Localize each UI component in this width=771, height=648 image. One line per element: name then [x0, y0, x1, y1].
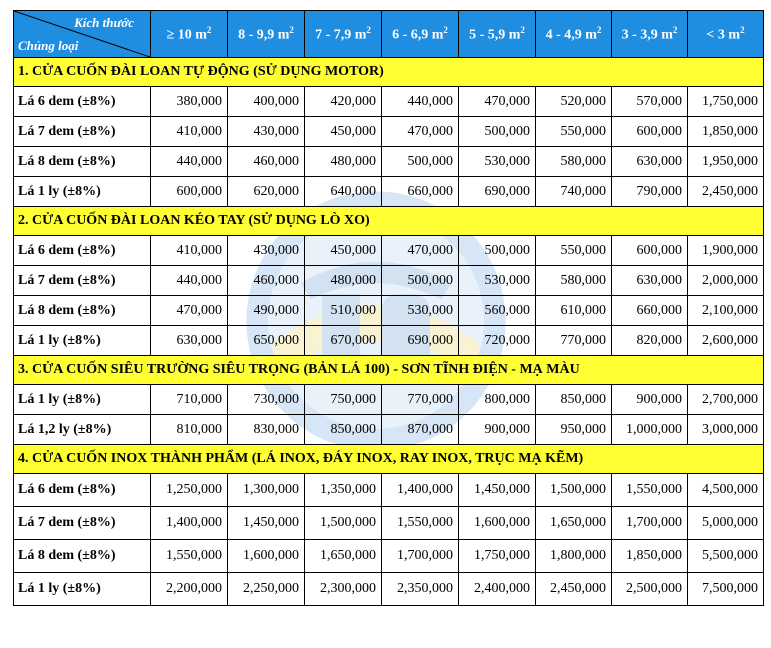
header-column-text: 5 - 5,9 m [469, 27, 521, 43]
price-cell: 1,750,000 [688, 87, 764, 117]
price-cell: 770,000 [382, 385, 459, 415]
price-cell: 380,000 [151, 87, 228, 117]
price-cell: 500,000 [382, 266, 459, 296]
row-label: Lá 7 dem (±8%) [14, 117, 151, 147]
section-title: 1. CỬA CUỐN ĐÀI LOAN TỰ ĐỘNG (SỬ DỤNG MOTOR) [14, 58, 764, 87]
price-cell: 1,900,000 [688, 236, 764, 266]
header-column-text: ≥ 10 m [166, 27, 207, 43]
table-row [14, 415, 764, 445]
header-column-unit-exponent: 2 [596, 24, 602, 35]
price-cell: 2,300,000 [305, 573, 382, 606]
table-row [14, 507, 764, 540]
price-cell: 470,000 [382, 236, 459, 266]
price-cell: 1,600,000 [228, 540, 305, 573]
price-cell: 690,000 [459, 177, 536, 207]
price-cell: 830,000 [228, 415, 305, 445]
header-column-unit-exponent: 2 [520, 24, 525, 35]
price-cell: 710,000 [151, 385, 228, 415]
section-title: 4. CỬA CUỐN INOX THÀNH PHẨM (LÁ INOX, ĐÁY INOX, RAY INOX, TRỤC MẠ KẼM) [14, 445, 764, 474]
price-cell: 480,000 [305, 266, 382, 296]
price-cell: 610,000 [536, 296, 612, 326]
table-row [14, 573, 764, 606]
price-cell: 2,700,000 [688, 385, 764, 415]
header-column-unit-exponent: 2 [443, 24, 448, 35]
price-cell: 1,850,000 [688, 117, 764, 147]
price-cell: 630,000 [612, 147, 688, 177]
price-cell: 1,550,000 [382, 507, 459, 540]
price-cell: 1,950,000 [688, 147, 764, 177]
header-column-text: 8 - 9,9 m [238, 27, 290, 43]
price-cell: 580,000 [536, 266, 612, 296]
price-cell: 900,000 [459, 415, 536, 445]
price-cell: 1,350,000 [305, 474, 382, 507]
header-column-text: 7 - 7,9 m [315, 27, 367, 43]
price-cell: 450,000 [305, 236, 382, 266]
price-cell: 600,000 [612, 236, 688, 266]
header-column-7 [612, 11, 688, 58]
price-cell: 630,000 [151, 326, 228, 356]
price-cell: 550,000 [536, 117, 612, 147]
price-cell: 1,250,000 [151, 474, 228, 507]
header-column-1 [151, 11, 228, 58]
price-cell: 1,700,000 [382, 540, 459, 573]
price-cell: 1,850,000 [612, 540, 688, 573]
price-cell: 1,800,000 [536, 540, 612, 573]
price-cell: 410,000 [151, 236, 228, 266]
price-cell: 690,000 [382, 326, 459, 356]
price-cell: 1,300,000 [228, 474, 305, 507]
price-cell: 530,000 [382, 296, 459, 326]
price-cell: 850,000 [536, 385, 612, 415]
row-label: Lá 7 dem (±8%) [14, 507, 151, 540]
header-column-text: < 3 m [706, 27, 741, 43]
price-cell: 1,600,000 [459, 507, 536, 540]
table-row [14, 266, 764, 296]
price-cell: 450,000 [305, 117, 382, 147]
price-cell: 580,000 [536, 147, 612, 177]
header-row [14, 11, 764, 58]
price-cell: 1,750,000 [459, 540, 536, 573]
price-cell: 2,400,000 [459, 573, 536, 606]
price-cell: 480,000 [305, 147, 382, 177]
price-table-container [13, 10, 763, 606]
price-cell: 670,000 [305, 326, 382, 356]
price-cell: 7,500,000 [688, 573, 764, 606]
row-label: Lá 1 ly (±8%) [14, 177, 151, 207]
row-label: Lá 1,2 ly (±8%) [14, 415, 151, 445]
header-column-unit-exponent: 2 [366, 24, 371, 35]
price-cell: 2,350,000 [382, 573, 459, 606]
row-label: Lá 6 dem (±8%) [14, 87, 151, 117]
price-cell: 740,000 [536, 177, 612, 207]
price-cell: 2,500,000 [612, 573, 688, 606]
header-column-2 [228, 11, 305, 58]
header-column-4 [382, 11, 459, 58]
price-cell: 430,000 [228, 117, 305, 147]
section-header-row [14, 207, 764, 236]
header-column-text: 4 - 4,9 m [545, 27, 597, 43]
header-column-8 [688, 11, 764, 58]
row-label: Lá 6 dem (±8%) [14, 474, 151, 507]
price-cell: 470,000 [459, 87, 536, 117]
price-cell: 1,450,000 [459, 474, 536, 507]
price-cell: 490,000 [228, 296, 305, 326]
price-table [13, 10, 764, 606]
price-cell: 2,600,000 [688, 326, 764, 356]
price-cell: 2,250,000 [228, 573, 305, 606]
price-cell: 660,000 [612, 296, 688, 326]
price-cell: 1,650,000 [305, 540, 382, 573]
price-cell: 640,000 [305, 177, 382, 207]
header-column-unit-exponent: 2 [289, 24, 294, 35]
price-cell: 620,000 [228, 177, 305, 207]
price-cell: 1,550,000 [612, 474, 688, 507]
price-cell: 4,500,000 [688, 474, 764, 507]
table-row [14, 236, 764, 266]
header-column-3 [305, 11, 382, 58]
price-cell: 630,000 [612, 266, 688, 296]
price-cell: 500,000 [382, 147, 459, 177]
price-cell: 800,000 [459, 385, 536, 415]
price-cell: 460,000 [228, 147, 305, 177]
price-cell: 1,400,000 [151, 507, 228, 540]
price-cell: 2,000,000 [688, 266, 764, 296]
row-label: Lá 7 dem (±8%) [14, 266, 151, 296]
price-cell: 790,000 [612, 177, 688, 207]
table-row [14, 540, 764, 573]
price-cell: 3,000,000 [688, 415, 764, 445]
price-cell: 820,000 [612, 326, 688, 356]
table-row [14, 326, 764, 356]
table-row [14, 177, 764, 207]
row-label: Lá 8 dem (±8%) [14, 296, 151, 326]
price-cell: 1,700,000 [612, 507, 688, 540]
price-cell: 870,000 [382, 415, 459, 445]
price-cell: 410,000 [151, 117, 228, 147]
table-row [14, 474, 764, 507]
row-label: Lá 1 ly (±8%) [14, 326, 151, 356]
table-row [14, 385, 764, 415]
price-cell: 1,650,000 [536, 507, 612, 540]
price-cell: 2,200,000 [151, 573, 228, 606]
price-cell: 2,450,000 [536, 573, 612, 606]
price-cell: 5,500,000 [688, 540, 764, 573]
header-column-text: 3 - 3,9 m [621, 27, 673, 43]
price-cell: 400,000 [228, 87, 305, 117]
price-cell: 500,000 [459, 236, 536, 266]
price-cell: 660,000 [382, 177, 459, 207]
row-label: Lá 1 ly (±8%) [14, 385, 151, 415]
price-cell: 810,000 [151, 415, 228, 445]
price-table-body [14, 58, 764, 606]
header-size-label: Kích thước [74, 15, 134, 30]
price-cell: 750,000 [305, 385, 382, 415]
price-cell: 470,000 [151, 296, 228, 326]
table-row [14, 147, 764, 177]
header-column-6 [536, 11, 612, 58]
price-cell: 550,000 [536, 236, 612, 266]
row-label: Lá 8 dem (±8%) [14, 540, 151, 573]
table-row [14, 296, 764, 326]
row-label: Lá 6 dem (±8%) [14, 236, 151, 266]
table-row [14, 87, 764, 117]
price-cell: 1,450,000 [228, 507, 305, 540]
price-cell: 600,000 [151, 177, 228, 207]
price-cell: 1,400,000 [382, 474, 459, 507]
table-row [14, 117, 764, 147]
price-cell: 900,000 [612, 385, 688, 415]
price-cell: 440,000 [382, 87, 459, 117]
price-cell: 430,000 [228, 236, 305, 266]
price-cell: 1,500,000 [305, 507, 382, 540]
section-header-row [14, 445, 764, 474]
price-cell: 650,000 [228, 326, 305, 356]
price-cell: 2,450,000 [688, 177, 764, 207]
header-column-5 [459, 11, 536, 58]
price-cell: 520,000 [536, 87, 612, 117]
price-cell: 720,000 [459, 326, 536, 356]
price-cell: 510,000 [305, 296, 382, 326]
price-cell: 440,000 [151, 147, 228, 177]
header-column-unit-exponent: 2 [740, 24, 745, 35]
price-cell: 730,000 [228, 385, 305, 415]
price-cell: 600,000 [612, 117, 688, 147]
header-column-unit-exponent: 2 [206, 24, 212, 35]
price-cell: 850,000 [305, 415, 382, 445]
price-cell: 5,000,000 [688, 507, 764, 540]
price-cell: 2,100,000 [688, 296, 764, 326]
price-cell: 530,000 [459, 266, 536, 296]
price-cell: 530,000 [459, 147, 536, 177]
price-cell: 1,000,000 [612, 415, 688, 445]
row-label: Lá 8 dem (±8%) [14, 147, 151, 177]
header-column-text: 6 - 6,9 m [392, 27, 444, 43]
price-cell: 420,000 [305, 87, 382, 117]
row-label: Lá 1 ly (±8%) [14, 573, 151, 606]
header-corner-cell [14, 11, 151, 58]
header-column-unit-exponent: 2 [672, 24, 678, 35]
price-cell: 560,000 [459, 296, 536, 326]
price-cell: 500,000 [459, 117, 536, 147]
price-cell: 460,000 [228, 266, 305, 296]
price-cell: 770,000 [536, 326, 612, 356]
price-cell: 1,500,000 [536, 474, 612, 507]
price-cell: 1,550,000 [151, 540, 228, 573]
price-cell: 950,000 [536, 415, 612, 445]
price-cell: 470,000 [382, 117, 459, 147]
price-cell: 440,000 [151, 266, 228, 296]
section-title: 2. CỬA CUỐN ĐÀI LOAN KÉO TAY (SỬ DỤNG LÒ XO) [14, 207, 764, 236]
section-title: 3. CỬA CUỐN SIÊU TRƯỜNG SIÊU TRỌNG (BẢN LÁ 100) - SƠN TĨNH ĐIỆN - MẠ MÀU [14, 356, 764, 385]
section-header-row [14, 58, 764, 87]
header-type-label: Chủng loại [18, 38, 79, 53]
price-cell: 570,000 [612, 87, 688, 117]
section-header-row [14, 356, 764, 385]
